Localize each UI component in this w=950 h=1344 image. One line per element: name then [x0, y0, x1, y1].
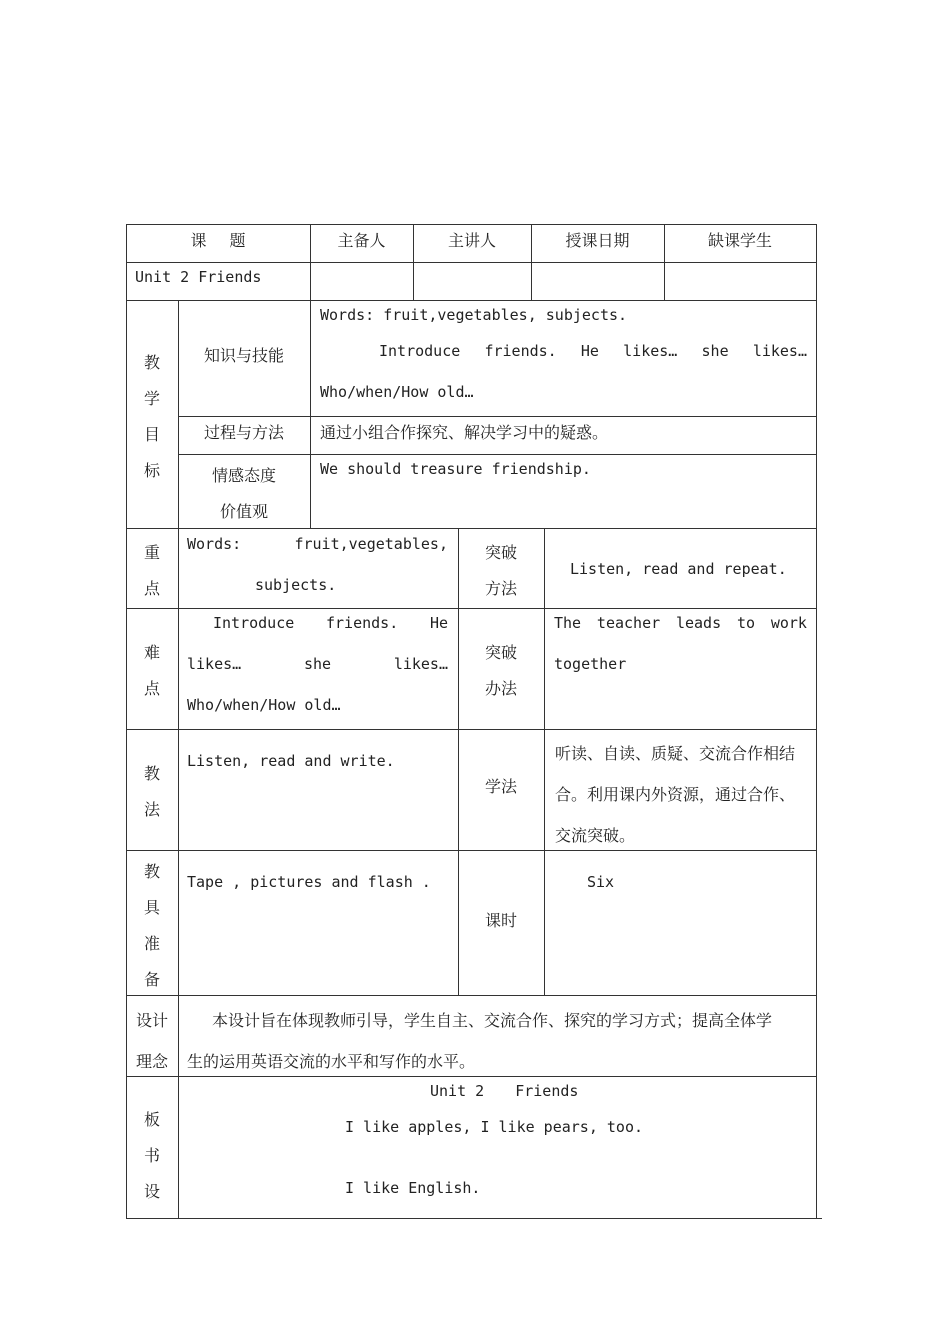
design-label: 设计 理念 — [135, 1011, 168, 1071]
study-method-text: 听读、自读、质疑、交流合作相结 合。利用课内外资源，通过合作、 交流突破。 — [555, 744, 796, 845]
key-points-line1: Words: fruit,vegetables, — [187, 535, 448, 553]
period-label: 课时 — [484, 911, 517, 930]
knowledge-line1: Words: fruit,vegetables, subjects. — [320, 306, 628, 324]
board-line2: I like English. — [345, 1179, 481, 1197]
key-points-line2: subjects. — [255, 576, 337, 594]
board-title — [430, 1082, 578, 1100]
board-line1: I like apples, I like pears, too. — [345, 1118, 644, 1136]
tools-text: Tape , pictures and flash . — [187, 873, 431, 891]
objectives-label: 教 学 目 标 — [143, 353, 160, 480]
difficulties-line1: Introduce friends. He — [213, 614, 448, 632]
design-text: 本设计旨在体现教师引导，学生自主、交流合作、探究的学习方式；提高全体学 生的运用英语交流的水平和写作的水平。 — [187, 1011, 773, 1071]
knowledge-line2: Introduce friends. He likes… she likes… — [379, 342, 807, 360]
difficulties-line2: likes… she likes… — [187, 655, 448, 673]
header-absent: 缺课学生 — [707, 231, 772, 250]
knowledge-line3: Who/when/How old… — [320, 383, 474, 401]
study-method-label: 学法 — [484, 777, 517, 796]
teaching-method-label: 教 法 — [143, 764, 160, 819]
process-text: 通过小组合作探究、解决学习中的疑惑。 — [320, 423, 609, 442]
header-preparer: 主备人 — [337, 231, 386, 250]
key-method-label: 突破 方法 — [484, 543, 517, 598]
board-label: 板 书 设 — [143, 1110, 160, 1201]
board-title-unit: Unit 2 — [430, 1082, 485, 1100]
period-value: Six — [587, 873, 615, 891]
teaching-method-text: Listen, read and write. — [187, 752, 395, 770]
knowledge-label: 知识与技能 — [203, 346, 284, 365]
emotion-label: 情感态度 价值观 — [211, 466, 276, 521]
emotion-text: We should treasure friendship. — [320, 460, 591, 478]
header-date: 授课日期 — [565, 231, 630, 250]
header-lecturer: 主讲人 — [447, 231, 496, 250]
difficulty-method-line1: The teacher leads to work — [554, 614, 807, 632]
tools-label: 教 具 准 备 — [143, 862, 160, 989]
difficulties-label: 难 点 — [143, 643, 160, 698]
difficulty-method-label: 突破 办法 — [484, 643, 517, 698]
board-title-name: Friends — [515, 1082, 579, 1100]
process-label: 过程与方法 — [203, 423, 284, 442]
unit-title: Unit 2 Friends — [135, 268, 262, 286]
difficulty-method-line2: together — [554, 655, 627, 673]
header-topic: 课 题 — [190, 231, 246, 250]
key-points-label: 重 点 — [143, 543, 160, 598]
difficulties-line3: Who/when/How old… — [187, 696, 341, 714]
key-method-text: Listen, read and repeat. — [570, 560, 787, 578]
